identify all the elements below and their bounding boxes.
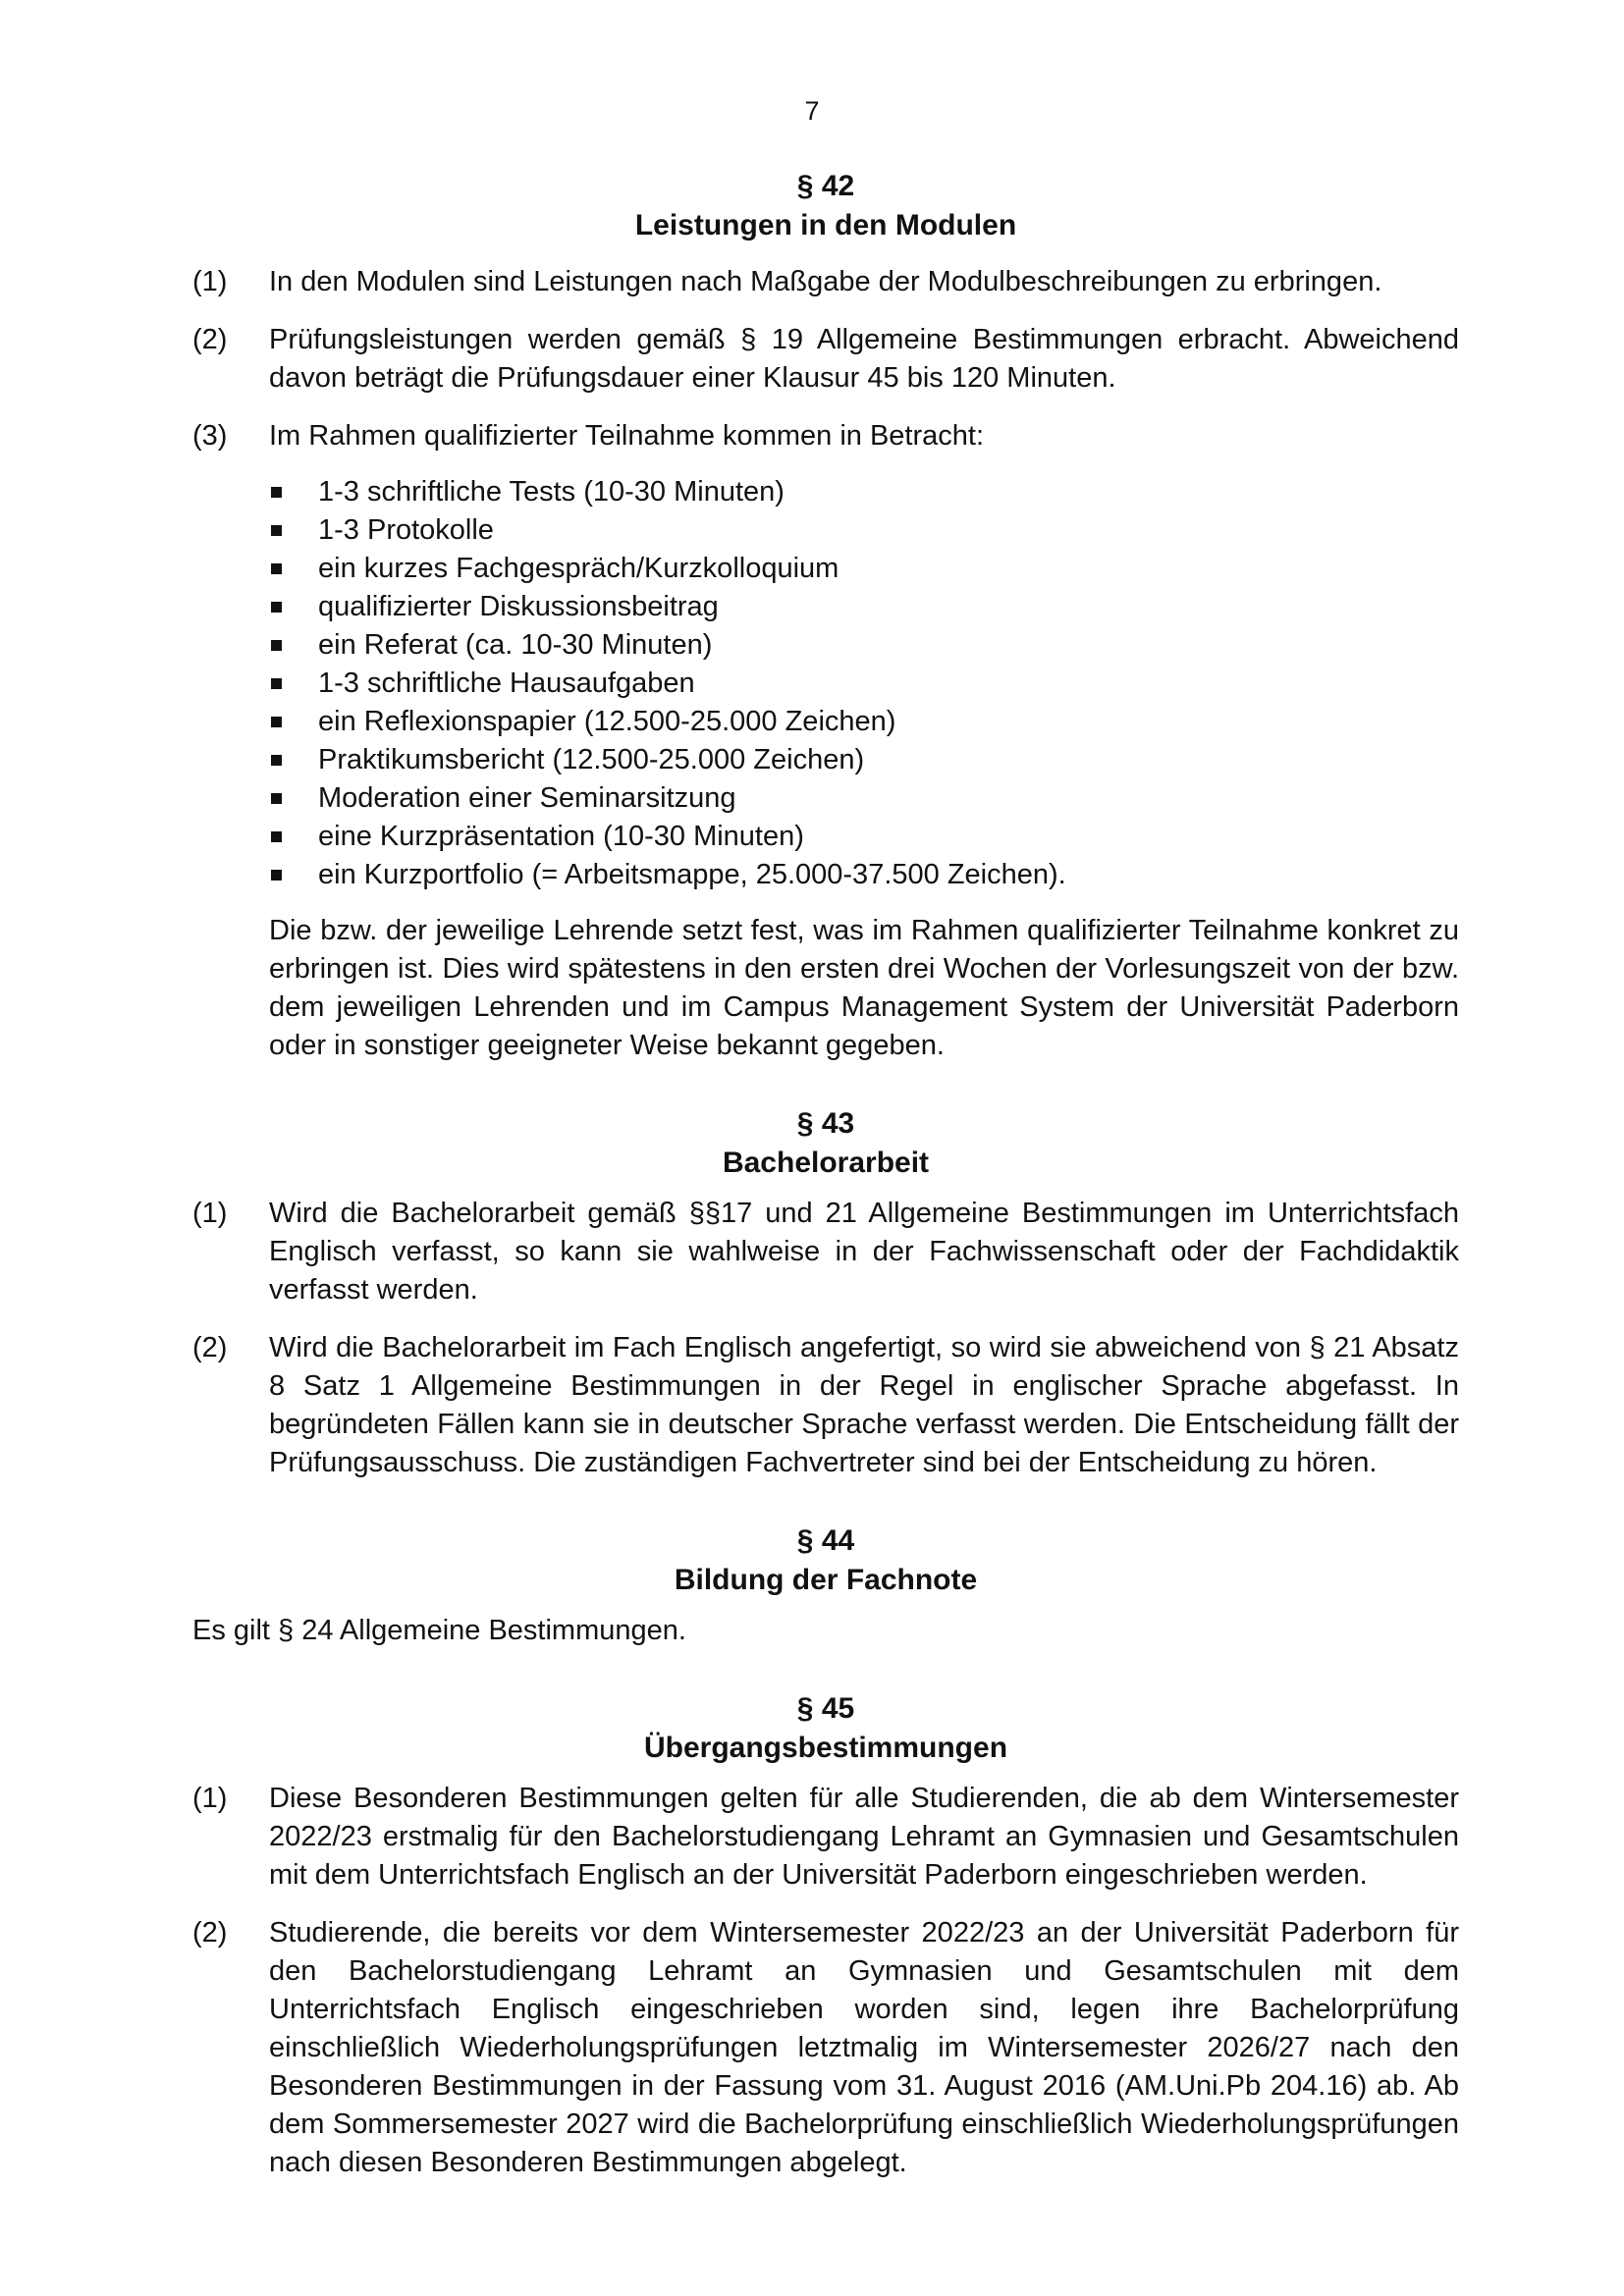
section-44 — [192, 1522, 1459, 1650]
section-text: Es gilt § 24 Allgemeine Bestimmungen. — [192, 1615, 686, 1646]
square-bullet-icon — [271, 563, 282, 574]
paragraph — [192, 417, 1459, 455]
list-item: ein Referat (ca. 10-30 Minuten) — [269, 626, 1459, 665]
paragraph-text: Diese Besonderen Bestimmungen gelten für alle Studierenden, die ab dem Wintersemester 2022/23 erstmalig für den Bachelorstudiengang Lehramt an Gymnasien und Gesamtschulen mit dem Unterrichtsfach Englisch an der Universität Paderborn eingeschrieben werden. — [269, 1783, 1459, 1891]
paragraph-number: (2) — [192, 1332, 228, 1363]
section-number: § 45 — [796, 1692, 855, 1725]
list-item: qualifizierter Diskussionsbeitrag — [269, 588, 1459, 626]
list-item: Praktikumsbericht (12.500-25.000 Zeichen) — [269, 741, 1459, 779]
list-item: 1-3 schriftliche Tests (10-30 Minuten) — [269, 473, 1459, 511]
section-45 — [192, 1689, 1459, 2182]
section-43 — [192, 1104, 1459, 1482]
section-title: Übergangsbestimmungen — [643, 1732, 1008, 1764]
paragraph — [192, 1195, 1459, 1309]
section-heading — [192, 1104, 1459, 1183]
square-bullet-icon — [271, 870, 282, 881]
paragraph — [192, 263, 1459, 301]
list-item: eine Kurzpräsentation (10-30 Minuten) — [269, 818, 1459, 856]
square-bullet-icon — [271, 831, 282, 842]
paragraph-text: Im Rahmen qualifizierter Teilnahme kommen in Betracht: — [269, 420, 985, 452]
list-item: 1-3 Protokolle — [269, 511, 1459, 550]
square-bullet-icon — [271, 640, 282, 651]
section-title: Bachelorarbeit — [722, 1147, 930, 1179]
section-heading — [192, 167, 1459, 245]
paragraph-text: Studierende, die bereits vor dem Wintersemester 2022/23 an der Universität Paderborn für den Bachelorstudiengang Lehramt an Gymnasien und Gesamtschulen mit dem Unterrichtsfach Englisch eingeschrieben worden sind, legen ihre Bachelorprüfung einschließlich Wiederholungsprüfungen letztmalig im Wintersemester 2026/27 nach den Besonderen Bestimmungen in der Fassung vom 31. August 2016 (AM.Uni.Pb 204.16) ab. Ab dem Sommersemester 2027 wird die Bachelorprüfung einschließlich Wiederholungsprüfungen nach diesen Besonderen Bestimmungen abgelegt. — [269, 1917, 1459, 2178]
paragraph — [192, 321, 1459, 398]
list-item: 1-3 schriftliche Hausaufgaben — [269, 665, 1459, 703]
list-item: ein kurzes Fachgespräch/Kurzkolloquium — [269, 550, 1459, 588]
paragraph-text: Wird die Bachelorarbeit im Fach Englisch angefertigt, so wird sie abweichend von § 21 Absatz 8 Satz 1 Allgemeine Bestimmungen in der Regel in englischer Sprache abgefasst. In begründeten Fällen kann sie in deutscher Sprache verfasst werden. Die Entscheidung fällt der Prüfungsausschuss. Die zuständigen Fachvertreter sind bei der Entscheidung zu hören. — [269, 1332, 1459, 1478]
paragraph-number: (2) — [192, 324, 228, 355]
section-heading — [192, 1689, 1459, 1768]
paragraph-number: (2) — [192, 1917, 228, 1949]
square-bullet-icon — [271, 525, 282, 536]
list-item: ein Kurzportfolio (= Arbeitsmappe, 25.000-37.500 Zeichen). — [269, 856, 1459, 894]
document-body — [192, 167, 1459, 2182]
section-42 — [192, 167, 1459, 1065]
square-bullet-icon — [271, 678, 282, 689]
square-bullet-icon — [271, 755, 282, 766]
square-bullet-icon — [271, 487, 282, 498]
paragraph-text: In den Modulen sind Leistungen nach Maßgabe der Modulbeschreibungen zu erbringen. — [269, 266, 1382, 297]
section-number: § 42 — [796, 170, 855, 202]
closing-paragraph: Die bzw. der jeweilige Lehrende setzt fest, was im Rahmen qualifizierter Teilnahme konkret zu erbringen ist. Dies wird spätestens in den ersten drei Wochen der Vorlesungszeit von der bzw. dem jeweiligen Lehrenden und im Campus Management System der Universität Paderborn oder in sonstiger geeigneter Weise bekannt gegeben. — [269, 915, 1459, 1061]
paragraph-number: (3) — [192, 420, 228, 452]
paragraph-text: Wird die Bachelorarbeit gemäß §§17 und 21 Allgemeine Bestimmungen im Unterrichtsfach Englisch verfasst, so kann sie wahlweise in der Fachwissenschaft oder der Fachdidaktik verfasst werden. — [269, 1198, 1459, 1306]
square-bullet-icon — [271, 602, 282, 613]
section-title: Bildung der Fachnote — [674, 1564, 978, 1596]
section-title: Leistungen in den Modulen — [634, 209, 1017, 241]
paragraph — [192, 1329, 1459, 1482]
bullet-list — [192, 473, 1459, 894]
page-number: 7 — [804, 96, 820, 126]
paragraph-number: (1) — [192, 266, 228, 297]
paragraph — [192, 1780, 1459, 1895]
list-item: Moderation einer Seminarsitzung — [269, 779, 1459, 818]
section-heading — [192, 1522, 1459, 1600]
section-number: § 44 — [796, 1524, 855, 1557]
square-bullet-icon — [271, 793, 282, 804]
list-item: ein Reflexionspapier (12.500-25.000 Zeichen) — [269, 703, 1459, 741]
paragraph-number: (1) — [192, 1783, 228, 1814]
section-number: § 43 — [796, 1107, 855, 1140]
paragraph — [192, 1914, 1459, 2182]
paragraph-number: (1) — [192, 1198, 228, 1229]
paragraph-text: Prüfungsleistungen werden gemäß § 19 Allgemeine Bestimmungen erbracht. Abweichend davon beträgt die Prüfungsdauer einer Klausur 45 bis 120 Minuten. — [269, 324, 1459, 394]
square-bullet-icon — [271, 717, 282, 727]
